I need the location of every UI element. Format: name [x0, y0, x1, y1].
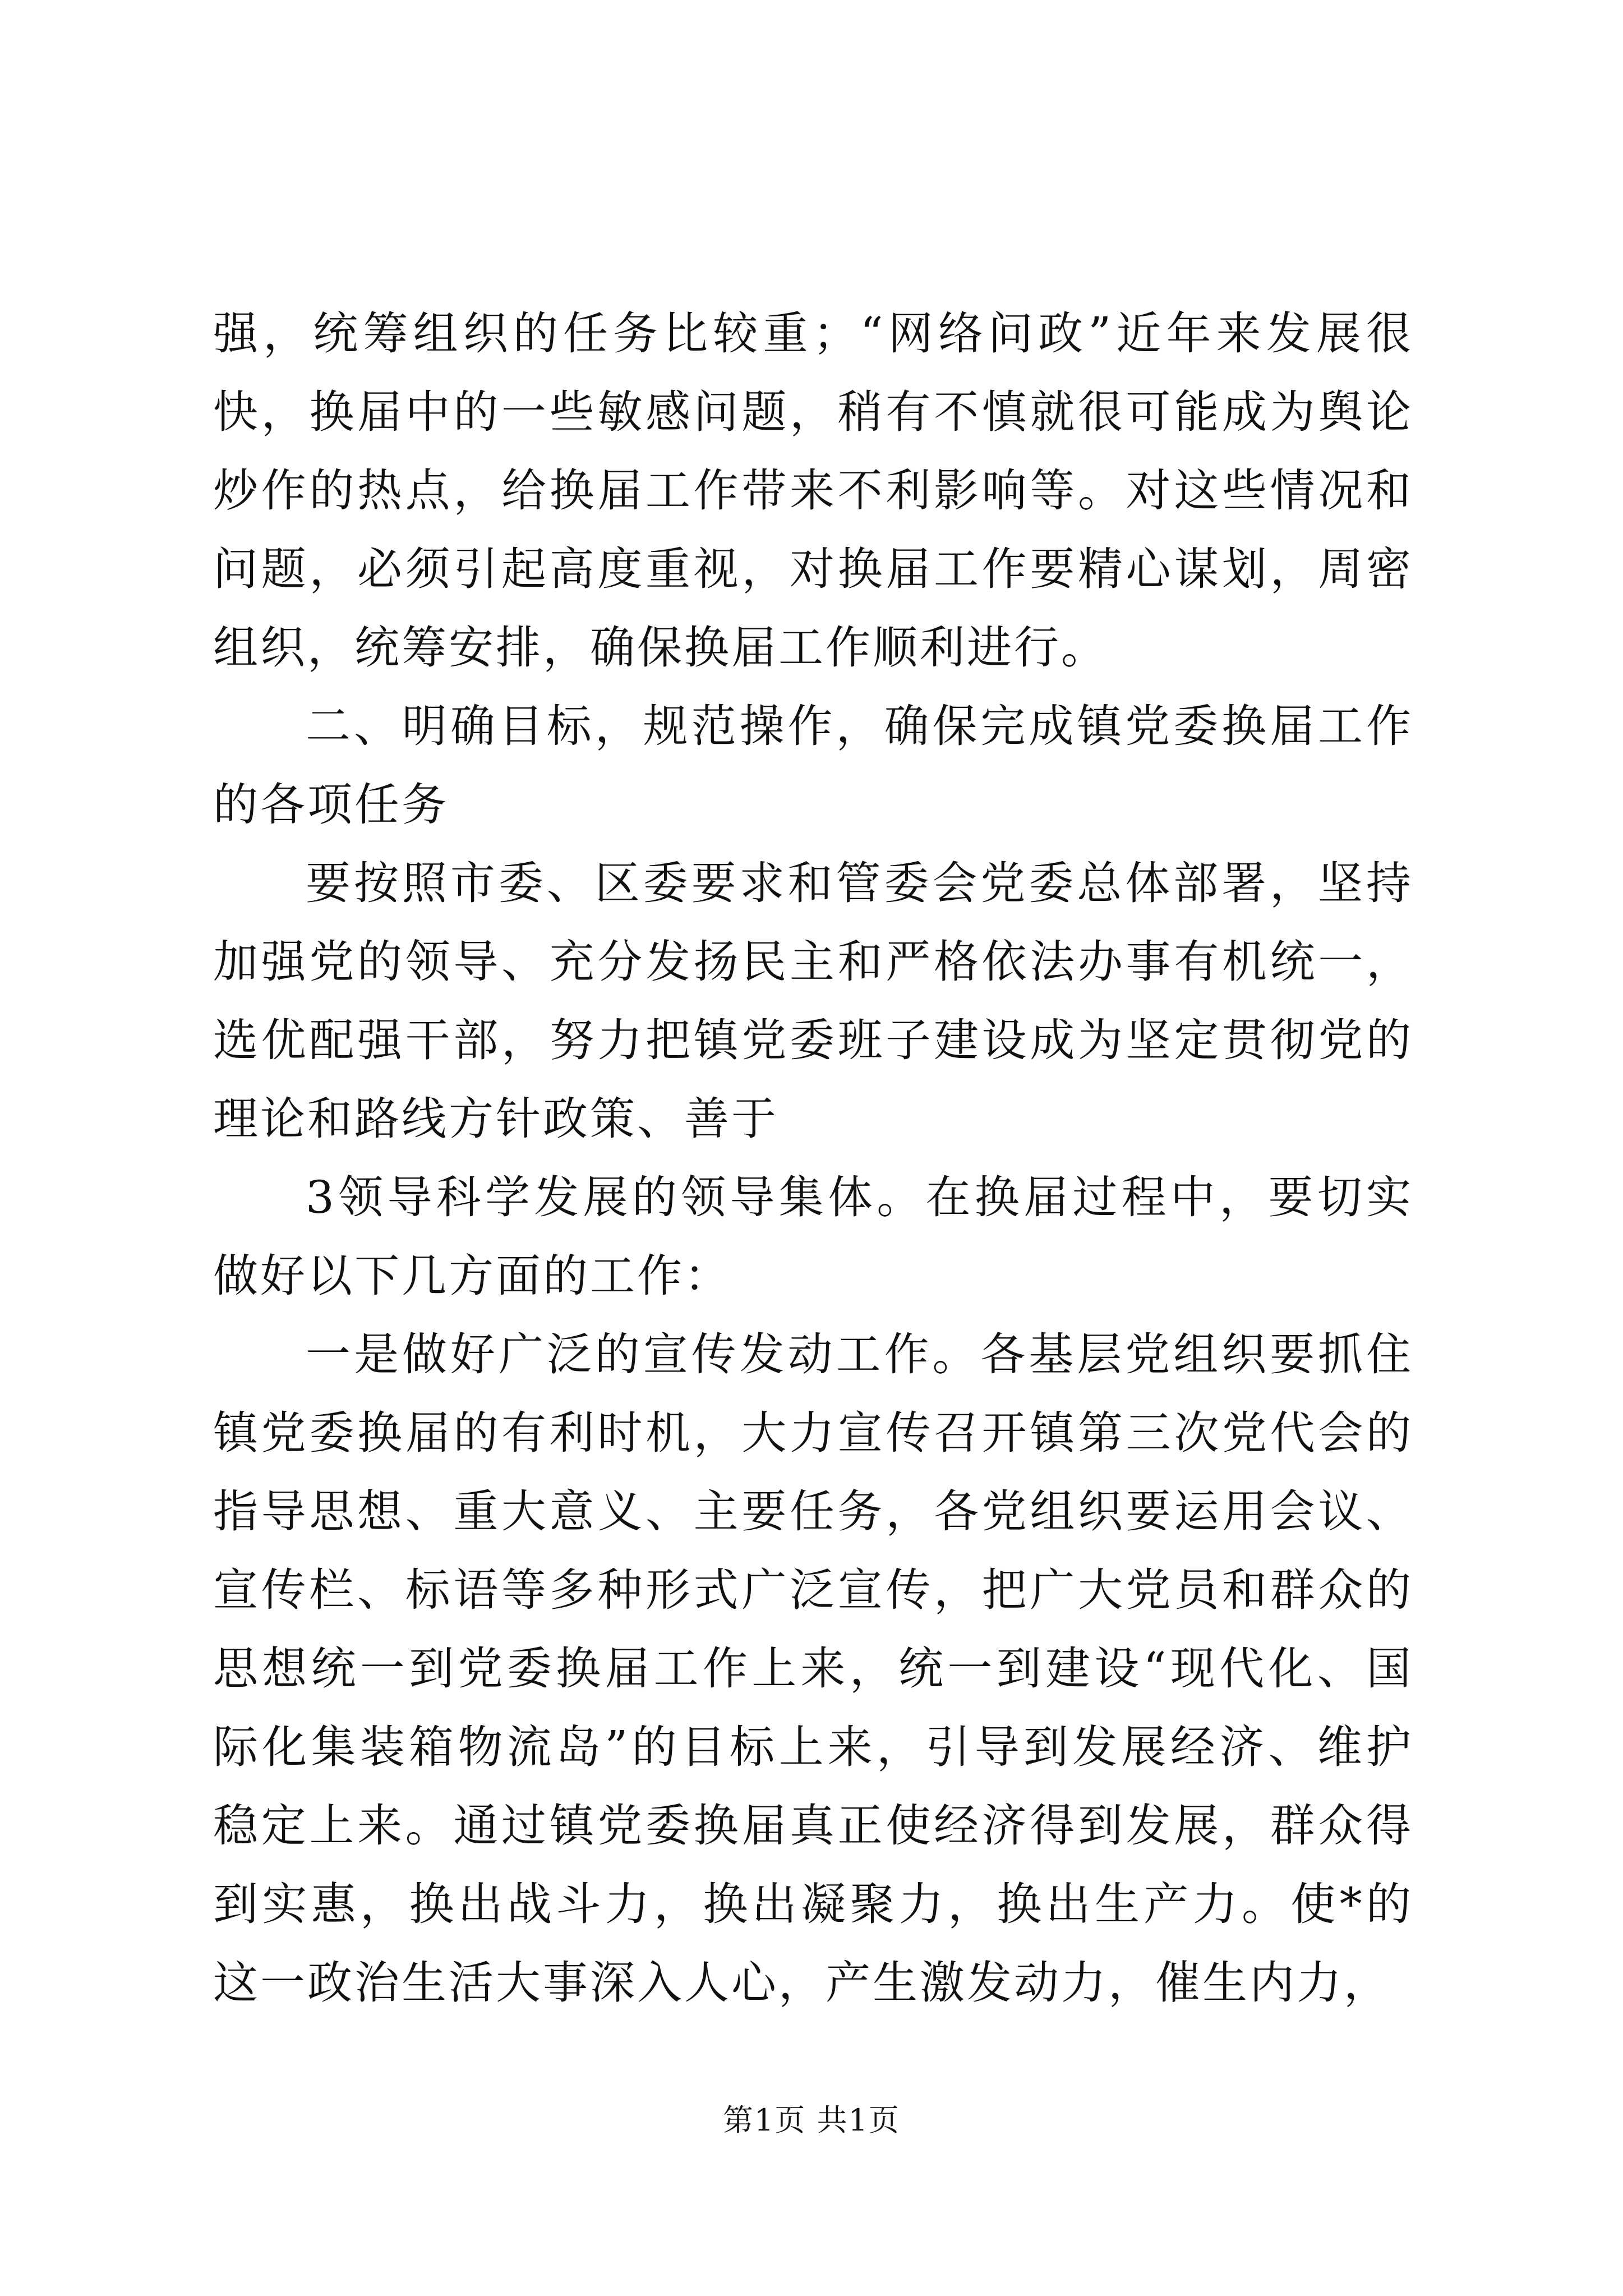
paragraph-leadership: 3领导科学发展的领导集体。在换届过程中，要切实做好以下几方面的工作：: [213, 1171, 1413, 1302]
section-heading: 二、明确目标，规范操作，确保完成镇党委换届工作的各项任务: [213, 700, 1413, 831]
document-body: [213, 295, 1413, 2022]
page-footer: 第1页 共1页: [723, 2102, 900, 2138]
paragraph-publicity: 一是做好广泛的宣传发动工作。各基层党组织要抓住镇党委换届的有利时机，大力宣传召开镇第三次党代会的指导思想、重大意义、主要任务，各党组织要运用会议、宣传栏、标语等多种形式广泛宣传，把广大党员和群众的思想统一到党委换届工作上来，统一到建设“现代化、国际化集装箱物流岛”的目标上来，引导到发展经济、维护稳定上来。通过镇党委换届真正使经济得到发展，群众得到实惠，换出战斗力，换出凝聚力，换出生产力。使*的这一政治生活大事深入人心，产生激发动力，催生内力，: [213, 1328, 1413, 2009]
paragraph-deployment: 要按照市委、区委要求和管委会党委总体部署，坚持加强党的领导、充分发扬民主和严格依法办事有机统一，选优配强干部，努力把镇党委班子建设成为坚定贯彻党的理论和路线方针政策、善于: [213, 857, 1413, 1145]
paragraph-continuation: 强，统筹组织的任务比较重；“网络问政”近年来发展很快，换届中的一些敏感问题，稍有不慎就很可能成为舆论炒作的热点，给换届工作带来不利影响等。对这些情况和问题，必须引起高度重视，对换届工作要精心谋划，周密组织，统筹安排，确保换届工作顺利进行。: [213, 307, 1413, 674]
